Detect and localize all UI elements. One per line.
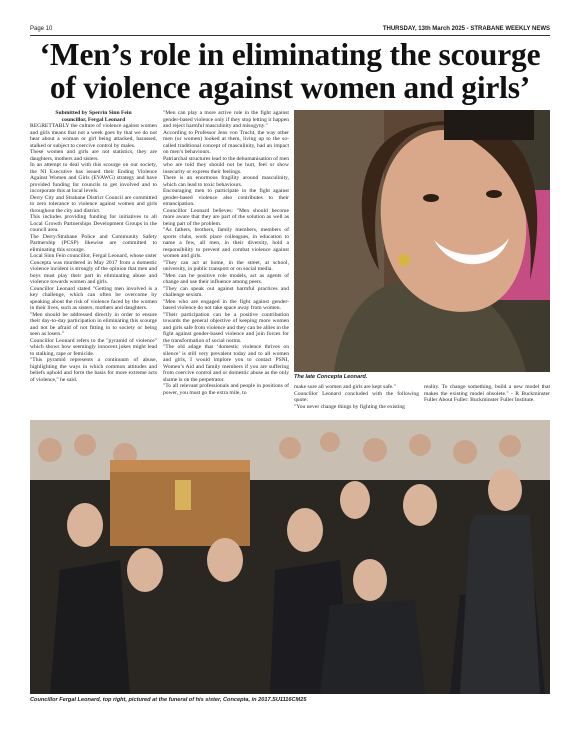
paragraph: make sure all women and girls are kept safe."	[294, 384, 396, 390]
paragraph: "Men who are engaged in the fight against gender-based violence do not take space away from women.	[163, 298, 289, 311]
paragraph: Councillor Leonard refers to the "pyramid of violence" which shows how seemingly innocent jokes might lead to stalking, rape or femicide.	[30, 337, 157, 357]
headline: ‘Men’s role in eliminating the scourge of violence against women and girls’	[39, 37, 541, 105]
paragraph: "This pyramid represents a continuum of abuse, highlighting the ways in which common attitudes and beliefs uphold and form the basis for more extreme acts of violence," he said.	[30, 357, 157, 383]
paragraph: Derry City and Strabane District Council are committed to zero tolerance to violence against women and girls throughout the city and district.	[30, 194, 157, 214]
article-column-4	[424, 384, 550, 418]
paragraph: "They can speak out against harmful practices and challenge sexism.	[163, 285, 289, 298]
article-column-1	[30, 110, 157, 416]
paragraph: "As fathers, brothers, family members, members of sports clubs, work place colleagues, in education to name a few, all men, in their diversity, hold a responsibility to prevent and combat violence against women and girls.	[163, 227, 289, 259]
page-header	[30, 25, 550, 35]
paragraph: reality. To change something, build a new model that makes the existing model obsolete." - R Buckminster Fuller About Fuller: Buckminster Fuller Institute.	[424, 384, 550, 403]
portrait-caption: The late Concepta Leonard.	[294, 374, 368, 380]
paragraph: Encouraging men to participate in the fight against gender-based violence also contributes to their emancipation.	[163, 188, 289, 207]
paragraph: REGRETTABLY the culture of violence against women and girls means that not a week goes by that we do not hear about a woman or girl being attacked, harassed, stalked or subject to coercive control by males.	[30, 123, 157, 149]
article-column-2	[163, 110, 289, 416]
portrait-photo	[294, 110, 550, 372]
paragraph: These women and girls are not statistics, they are daughters, mothers and sisters.	[30, 149, 157, 162]
paragraph: Councillor Leonard believes: "Men should become more aware that they are part of the solution as well as being part of the problem.	[163, 207, 289, 227]
article-column-3	[294, 384, 419, 418]
paragraph: "You never change things by fighting the existing	[294, 403, 405, 410]
paragraph: Patriarchal structures lead to the dehumanisation of men who are told they should not be hurt, feel or show insecurity or express their feelings.	[163, 155, 289, 175]
publication-line: THURSDAY, 13th March 2025 - STRABANE WEEKLY NEWS	[382, 26, 550, 32]
paragraph: "They can act at home, in the street, at school, university, in public transport or on social media.	[163, 259, 289, 272]
paragraph: There is an enormous fragility around masculinity, which can lead to toxic behaviours.	[163, 175, 289, 188]
paragraph: "To all relevant professionals and people in positions of power, you must go the extra mile, to	[163, 383, 289, 396]
paragraph: "Men can be positive role models, act as agents of change and use their influence among peers.	[163, 272, 289, 285]
funeral-caption: Councillor Fergal Leonard, top right, pictured at the funeral of his sister, Concepta, in 2017.SU1116CM25	[30, 697, 307, 703]
page-number: Page 10	[30, 26, 53, 32]
paragraph: Councillor Leonard concluded with the following quote:	[294, 390, 419, 403]
paragraph: "Men can play a more active role in the fight against gender-based violence only if they stop letting it happen and reject harmful masculinity and misogyny."	[163, 110, 289, 129]
paragraph: "Their participation can be a positive contribution towards the general objective of keeping more women and girls safe from violence and they can be allies in the fight against gender-based violence and join forces for the transformation of social norms.	[163, 311, 289, 344]
paragraph: Local Sinn Fein councillor, Fergal Leonard, whose sister Concepta was murdered in May 2017 from a domestic violence incident is strongly of the opinion that men and boys must play their part in eliminating abuse and violence towards women and girls.	[30, 253, 157, 285]
paragraph: Councillor Leonard stated "Getting men involved is a key challenge, which can often be overcome by speaking about the risk of violence faced by the women in their lives, such as sisters, mothers and daughters.	[30, 285, 157, 311]
paragraph: The Derry/Strabane Police and Community Safety Partnership (PCSP) likewise are committed to eliminating this scourge.	[30, 233, 157, 253]
funeral-photo	[30, 420, 550, 694]
paragraph: "The old adage that ‘domestic violence thrives on silence’ is still very prevalent today and to all women and girls, I would implore you to contact PSNI, Women’s Aid and family members if you are suffering from coercive control and or domestic abuse as the only shame is on the perpetrator.	[163, 344, 289, 383]
header-rule	[30, 35, 550, 36]
byline-line-1: Submitted by Sperrin Sinn Fein	[55, 110, 132, 116]
byline-line-2: councillor, Fergal Leonard	[61, 116, 126, 123]
paragraph: According to Professor Jens von Trucht, the way other men (or women) looked at them, living up to the so-called traditional concept of masculinity, had an impact on men’s behaviours.	[163, 129, 289, 155]
paragraph: This includes providing funding for initiatives to all Local Growth Partnerships Development Groups in the council area.	[30, 214, 157, 233]
paragraph: "Men should be addressed directly in order to ensure their day-to-day participation in eliminating this scourge and not be afraid of not fitting in to society or being seen as losers."	[30, 311, 157, 337]
paragraph: In an attempt to deal with this scourge on our society, the NI Executive has issued their Ending Violence Against Women and Girls (EVAWG) strategy and have provided funding for councils to get involved and to incorporate this at local levels.	[30, 162, 157, 194]
